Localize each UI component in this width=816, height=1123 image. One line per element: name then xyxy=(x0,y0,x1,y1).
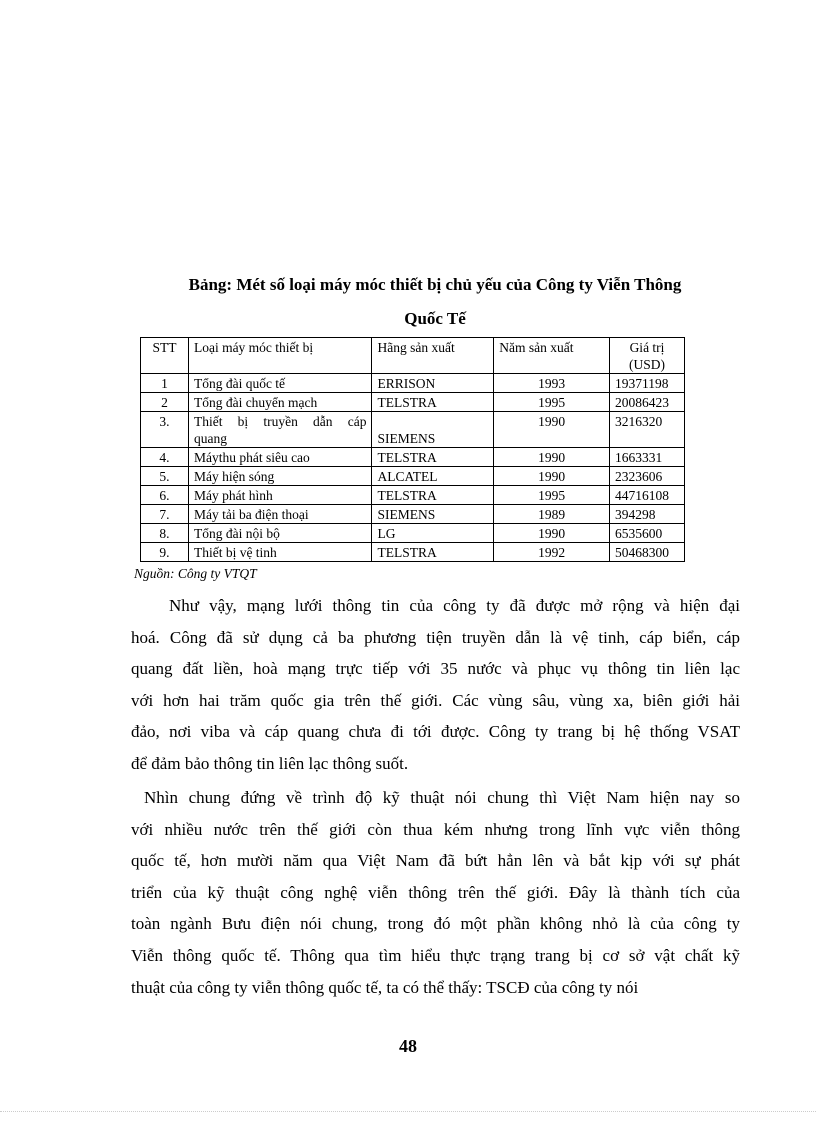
cell-year: 1990 xyxy=(494,448,610,467)
cell-equipment: Tổng đài nội bộ xyxy=(188,524,372,543)
paragraph-line: với hơn hai trăm quốc gia trên thế giới. Các vùng sâu, vùng xa, biên giới hải xyxy=(131,690,740,710)
table-row xyxy=(141,505,685,524)
body-paragraph-2 xyxy=(131,782,740,1003)
cell-equipment: Máy hiện sóng xyxy=(188,467,372,486)
table-row xyxy=(141,543,685,562)
cell-manufacturer: SIEMENS xyxy=(372,412,494,448)
cell-stt: 9. xyxy=(141,543,189,562)
cell-value: 1663331 xyxy=(610,448,685,467)
header-year: Năm sản xuất xyxy=(494,338,610,374)
cell-equipment: Máythu phát siêu cao xyxy=(188,448,372,467)
paragraph-line: Nhìn chung đứng về trình độ kỹ thuật nói chung thì Việt Nam hiện nay so xyxy=(144,788,740,807)
header-manufacturer: Hãng sản xuất xyxy=(372,338,494,374)
page-bottom-divider xyxy=(0,1111,816,1112)
cell-equipment: Tổng đài quốc tế xyxy=(188,374,372,393)
cell-value: 3216320 xyxy=(610,412,685,448)
cell-equipment-line-2: quang xyxy=(193,431,227,446)
header-equipment-type: Loại máy móc thiết bị xyxy=(188,338,372,374)
cell-value: 20086423 xyxy=(610,393,685,412)
page-number: 48 xyxy=(399,1036,417,1056)
table-row xyxy=(141,486,685,505)
paragraph-line: quốc tế, hơn mười năm qua Việt Nam đã bứt hẳn lên và bắt kịp với sự phát xyxy=(131,851,740,871)
header-value-label: Giá trị xyxy=(629,340,665,355)
cell-value: 19371198 xyxy=(610,374,685,393)
cell-stt: 7. xyxy=(141,505,189,524)
header-value-unit: (USD) xyxy=(629,357,665,372)
cell-year: 1990 xyxy=(494,412,610,448)
cell-equipment: Thiết bị vệ tinh xyxy=(188,543,372,562)
cell-equipment: Máy tải ba điện thoại xyxy=(188,505,372,524)
cell-stt: 8. xyxy=(141,524,189,543)
cell-value: 394298 xyxy=(610,505,685,524)
cell-stt: 6. xyxy=(141,486,189,505)
equipment-table xyxy=(140,337,685,562)
table-source-note: Nguồn: Công ty VTQT xyxy=(134,566,257,581)
paragraph-line: quang đất liền, hoà mạng trực tiếp với 35 nước và phục vụ thông tin liên lạc xyxy=(131,659,740,679)
cell-value: 44716108 xyxy=(610,486,685,505)
cell-manufacturer: SIEMENS xyxy=(372,505,494,524)
cell-equipment: Tổng đài chuyển mạch xyxy=(188,393,372,412)
table-row xyxy=(141,393,685,412)
paragraph-line: đảo, nơi viba và cáp quang chưa đi tới được. Công ty trang bị hệ thống VSAT xyxy=(131,722,740,742)
table-header-row xyxy=(141,338,685,374)
cell-stt: 2 xyxy=(141,393,189,412)
table-row xyxy=(141,412,685,448)
table-row xyxy=(141,448,685,467)
cell-equipment: Máy phát hình xyxy=(188,486,372,505)
table-row xyxy=(141,524,685,543)
cell-equipment-line-1: Thiết bị truyền dẫn cáp xyxy=(193,414,367,429)
header-stt: STT xyxy=(141,338,189,374)
cell-year: 1995 xyxy=(494,393,610,412)
cell-manufacturer: TELSTRA xyxy=(372,486,494,505)
cell-manufacturer: TELSTRA xyxy=(372,393,494,412)
cell-year: 1992 xyxy=(494,543,610,562)
cell-manufacturer: TELSTRA xyxy=(372,448,494,467)
header-value xyxy=(610,338,685,374)
cell-year: 1993 xyxy=(494,374,610,393)
cell-manufacturer: TELSTRA xyxy=(372,543,494,562)
paragraph-line: hoá. Công đã sử dụng cả ba phương tiện truyền dẫn là vệ tinh, cáp biển, cáp xyxy=(131,627,740,647)
cell-stt: 1 xyxy=(141,374,189,393)
cell-value: 6535600 xyxy=(610,524,685,543)
cell-manufacturer: ERRISON xyxy=(372,374,494,393)
table-caption-line-1: Bảng: Mét số loại máy móc thiết bị chủ yếu của Công ty Viễn Thông xyxy=(188,275,682,294)
cell-manufacturer: LG xyxy=(372,524,494,543)
cell-value: 2323606 xyxy=(610,467,685,486)
paragraph-line: thuật của công ty viễn thông quốc tế, ta có thể thấy: TSCĐ của công ty nói xyxy=(131,977,639,997)
paragraph-line: Viễn thông quốc tế. Thông qua tìm hiểu thực trạng trang bị cơ sở vật chất kỹ xyxy=(131,945,740,965)
table-row xyxy=(141,467,685,486)
paragraph-line: để đảm bảo thông tin liên lạc thông suốt. xyxy=(131,753,409,773)
cell-stt: 3. xyxy=(141,412,189,448)
cell-stt: 5. xyxy=(141,467,189,486)
cell-year: 1990 xyxy=(494,467,610,486)
body-paragraph-1 xyxy=(131,590,740,780)
cell-value: 50468300 xyxy=(610,543,685,562)
cell-equipment xyxy=(188,412,372,448)
cell-manufacturer: ALCATEL xyxy=(372,467,494,486)
paragraph-line: triển của kỹ thuật công nghệ viễn thông trên thế giới. Đây là thành tích của xyxy=(131,882,740,902)
cell-year: 1989 xyxy=(494,505,610,524)
paragraph-line: toàn ngành Bưu điện nói chung, trong đó một phần không nhỏ là của công ty xyxy=(131,914,740,934)
table-row xyxy=(141,374,685,393)
paragraph-line: với nhiều nước trên thế giới còn thua kém nhưng trong lĩnh vực viễn thông xyxy=(131,819,740,839)
cell-year: 1990 xyxy=(494,524,610,543)
cell-year: 1995 xyxy=(494,486,610,505)
table-caption-line-2: Quốc Tế xyxy=(404,309,466,328)
cell-stt: 4. xyxy=(141,448,189,467)
paragraph-line: Như vậy, mạng lưới thông tin của công ty đã được mở rộng và hiện đại xyxy=(169,596,740,615)
